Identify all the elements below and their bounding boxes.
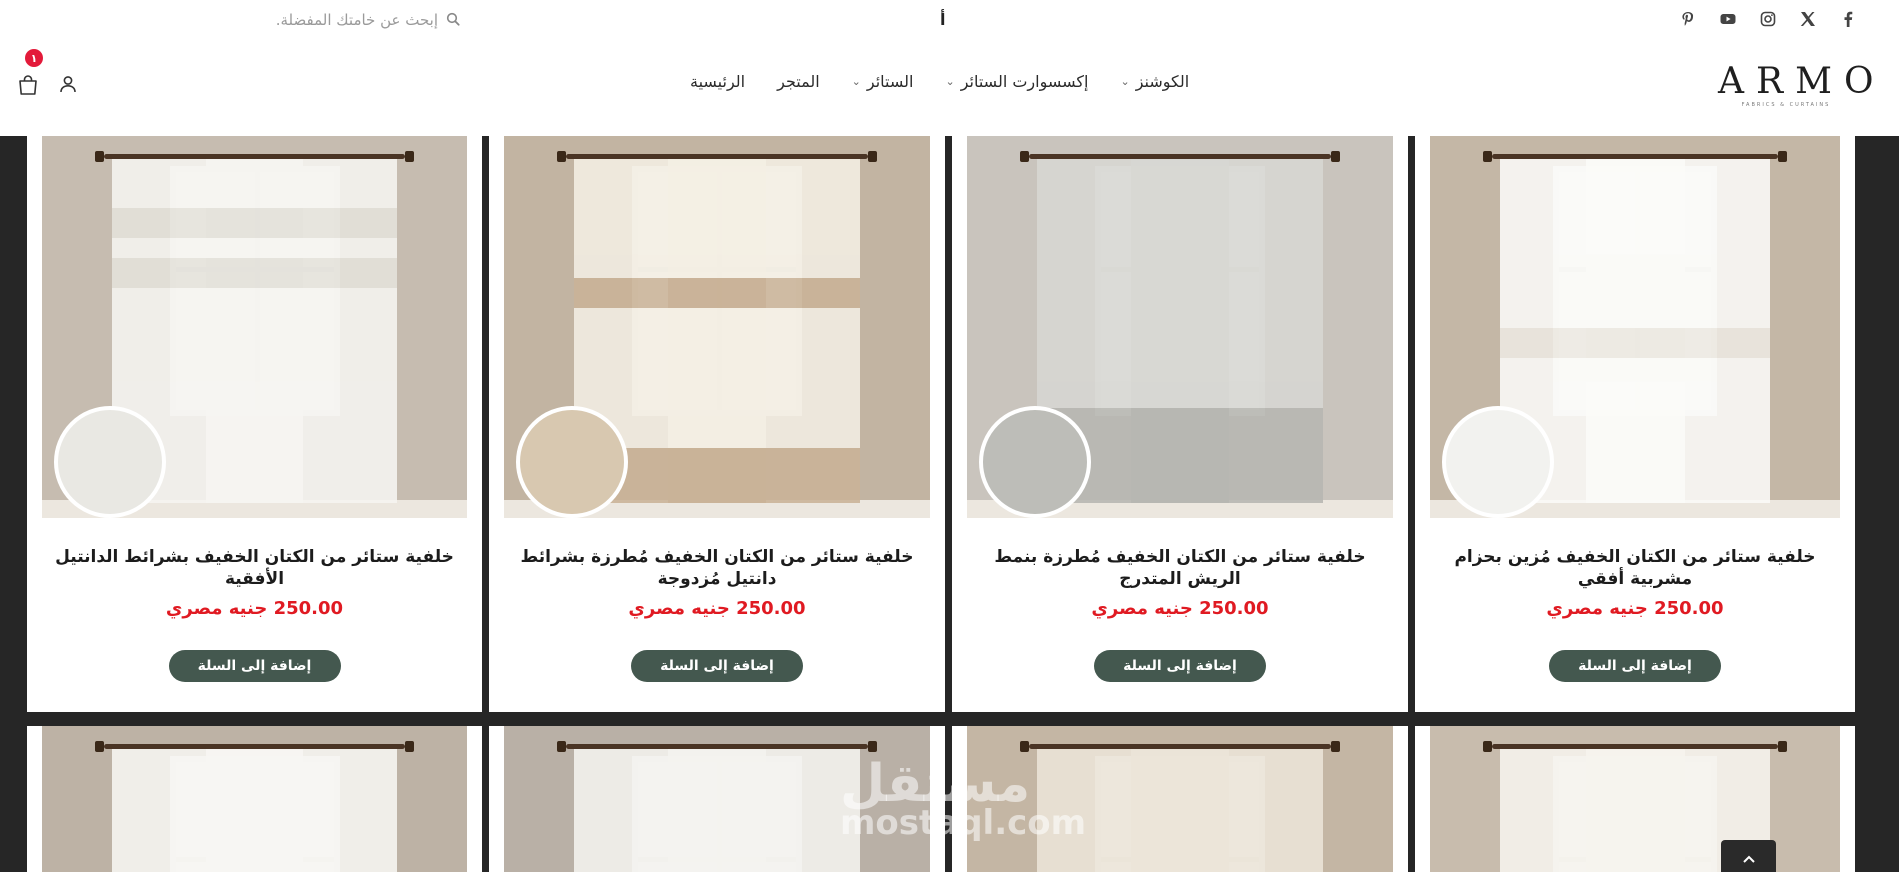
- chevron-down-icon: ⌄: [1120, 75, 1130, 88]
- watermark-latin: mostaql.com: [840, 803, 1087, 843]
- social-links: [1677, 8, 1859, 30]
- site-header: [0, 0, 1899, 136]
- product-image[interactable]: [1430, 136, 1840, 518]
- youtube-icon[interactable]: [1717, 8, 1739, 30]
- product-title[interactable]: خلفية ستائر من الكتان الخفيف بشرائط الدانتيل الأفقية: [55, 547, 454, 589]
- product-price: 250.00 جنيه مصري: [1091, 598, 1269, 619]
- nav-item-label: إكسسوارت الستائر: [960, 72, 1089, 91]
- logo-wordmark: ARMO: [1718, 61, 1886, 102]
- product-card: [1415, 136, 1855, 712]
- chevron-up-icon: [1741, 851, 1757, 870]
- fabric-swatch: [54, 406, 166, 518]
- user-icon[interactable]: [58, 74, 78, 94]
- product-title[interactable]: خلفية ستائر من الكتان الخفيف مُطرزة بنمط الريش المتدرج: [994, 547, 1366, 589]
- back-to-top-button[interactable]: [1721, 840, 1776, 872]
- product-card: [1415, 726, 1855, 872]
- watermark-arabic: مستقل: [840, 754, 1031, 814]
- fabric-swatch: [516, 406, 628, 518]
- nav-item-shop[interactable]: [777, 72, 820, 91]
- search-bar: [220, 8, 460, 32]
- product-image[interactable]: [504, 726, 930, 872]
- add-to-cart-button[interactable]: إضافة إلى السلة: [1094, 650, 1266, 682]
- product-image[interactable]: [967, 726, 1393, 872]
- nav-item-label: المتجر: [777, 72, 820, 91]
- product-title[interactable]: خلفية ستائر من الكتان الخفيف مُزين بحزام مشربية أفقي: [1454, 547, 1816, 589]
- site-logo[interactable]: [1710, 61, 1886, 108]
- add-to-cart-button[interactable]: إضافة إلى السلة: [1549, 650, 1721, 682]
- nav-item-curtains[interactable]: [852, 72, 914, 91]
- product-card: [27, 726, 482, 872]
- product-image[interactable]: [42, 136, 467, 518]
- product-image[interactable]: [42, 726, 467, 872]
- product-price: 250.00 جنيه مصري: [165, 598, 344, 619]
- cart-count-badge: ١: [25, 49, 43, 67]
- fabric-swatch: [1442, 406, 1554, 518]
- search-input[interactable]: [228, 11, 438, 29]
- nav-item-home[interactable]: [690, 72, 745, 91]
- chevron-down-icon: ⌄: [851, 75, 861, 88]
- nav-item-label: الكوشنز: [1135, 72, 1190, 91]
- chevron-down-icon: ⌄: [945, 75, 955, 88]
- nav-item-cushions[interactable]: [1120, 72, 1189, 91]
- language-switch[interactable]: أ: [940, 10, 946, 29]
- product-card: [27, 136, 482, 712]
- logo-tagline: FABRICS & CURTAINS: [1741, 102, 1831, 108]
- facebook-icon[interactable]: [1837, 8, 1859, 30]
- nav-item-label: الستائر: [866, 72, 914, 91]
- product-image[interactable]: [504, 136, 930, 518]
- product-card: [952, 726, 1408, 872]
- nav-item-label: الرئيسية: [690, 72, 746, 91]
- product-title[interactable]: خلفية ستائر من الكتان الخفيف مُطرزة بشرائط دانتيل مُزدوجة: [520, 547, 914, 589]
- product-card: [952, 136, 1408, 712]
- product-image[interactable]: [1430, 726, 1840, 872]
- x-icon[interactable]: [1797, 8, 1819, 30]
- pinterest-icon[interactable]: [1677, 8, 1699, 30]
- main-nav: [690, 72, 1210, 91]
- cart-icon[interactable]: [17, 74, 39, 96]
- product-price: 250.00 جنيه مصري: [628, 598, 806, 619]
- product-card: [489, 726, 945, 872]
- add-to-cart-button[interactable]: إضافة إلى السلة: [631, 650, 803, 682]
- product-card: [489, 136, 945, 712]
- product-price: 250.00 جنيه مصري: [1546, 598, 1724, 619]
- add-to-cart-button[interactable]: إضافة إلى السلة: [169, 650, 341, 682]
- product-grid: [0, 136, 1899, 872]
- fabric-swatch: [979, 406, 1091, 518]
- nav-item-curtain-accessories[interactable]: [945, 72, 1088, 91]
- search-icon[interactable]: [446, 11, 460, 30]
- instagram-icon[interactable]: [1757, 8, 1779, 30]
- product-image[interactable]: [967, 136, 1393, 518]
